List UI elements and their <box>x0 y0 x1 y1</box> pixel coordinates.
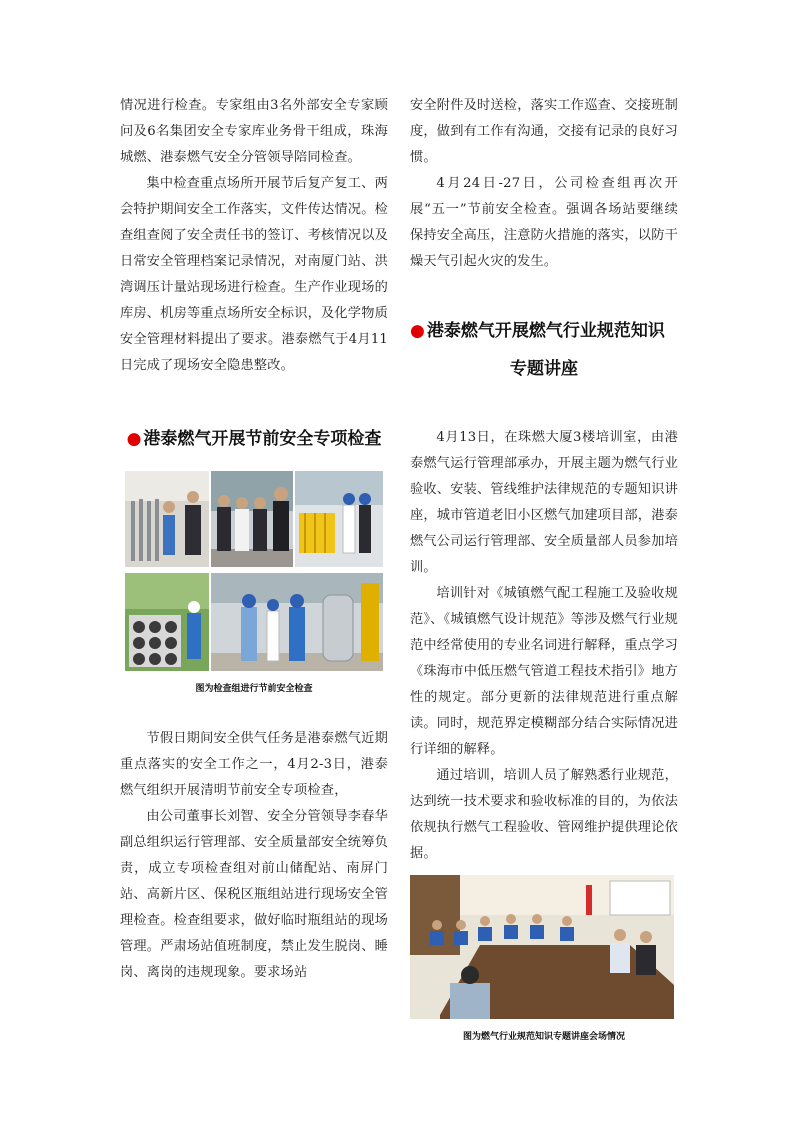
right-section-title <box>410 315 678 385</box>
photo-inspection-station <box>295 471 383 567</box>
right-paragraph-4: 培训针对《城镇燃气配工程施工及验收规范》、《城镇燃气设计规范》等涉及燃气行业规范中经常使用的专业名词进行解释，重点学习《珠海市中低压燃气管道工程技术指引》地方性的规定。部分更新的法律规范进行重点解读。同时，规范界定模糊部分结合实际情况进行详细的解释。 <box>410 586 678 757</box>
right-paragraph-2: 4月24日-27日，公司检查组再次开展“五一”节前安全检查。强调各场站要继续保持安全高压，注意防火措施的落实，以防干燥天气引起火灾的发生。 <box>410 176 678 269</box>
right-paragraph-1: 安全附件及时送检，落实工作巡查、交接班制度，做到有工作有沟通，交接有记录的良好习惯。 <box>410 98 678 165</box>
left-paragraph-4: 由公司董事长刘智、安全分管领导李春华副总组织运行管理部、安全质量部安全统筹负责，成立专项检查组对前山储配站、南屏门站、高新片区、保税区瓶组站进行现场安全管理检查。检查组要求，做好临时瓶组站的现场管理。严肃场站值班制度，禁止发生脱岗、睡岗、离岗的违规现象。要求场站 <box>120 809 388 980</box>
right-paragraph-3: 4月13日，在珠燃大厦3楼培训室，由港泰燃气运行管理部承办，开展主题为燃气行业验收、安装、管线维护法律规范的专题知识讲座，城市管道老旧小区燃气加建项目部，港泰燃气公司运行管理部、安全质量部人员参加培训。 <box>410 430 678 575</box>
left-paragraph-3: 节假日期间安全供气任务是港泰燃气近期重点落实的安全工作之一，4月2-3日，港泰燃气组织开展清明节前安全专项检查， <box>120 731 388 798</box>
photo-inspection-cylinders <box>125 573 209 671</box>
left-paragraph-1: 情况进行检查。专家组由3名外部安全专家顾问及6名集团安全专家库业务骨干组成，珠海城燃、港泰燃气安全分管领导陪同检查。 <box>120 98 388 165</box>
photo-inspection-valves <box>125 471 209 567</box>
inspection-photo-collage <box>125 471 383 671</box>
left-photo-caption: 图为检查组进行节前安全检查 <box>195 684 313 694</box>
left-section-title <box>120 423 388 455</box>
right-column <box>410 93 678 1042</box>
left-paragraph-2: 集中检查重点场所开展节后复产复工、两会特护期间安全工作落实，文件传达情况。检查组查阅了安全责任书的签订、考核情况以及日常安全管理档案记录情况，对南厦门站、洪湾调压计量站现场进行检查。生产作业现场的库房、机房等重点场所安全标识，及化学物质安全管理材料提出了要求。港泰燃气于4月11日完成了现场安全隐患整改。 <box>120 176 388 373</box>
photo-training-lecture <box>410 875 674 1019</box>
right-section-title-line-2: 专题讲座 <box>510 359 578 379</box>
right-section-title-line-1: 港泰燃气开展燃气行业规范知识 <box>426 321 665 341</box>
right-paragraph-5: 通过培训，培训人员了解熟悉行业规范，达到统一技术要求和验收标准的目的，为依法依规执行燃气工程验收、管网维护提供理论依据。 <box>410 768 678 861</box>
photo-inspection-group <box>211 471 293 567</box>
bullet-dot-icon: ● <box>126 429 142 449</box>
left-section-title-text: 港泰燃气开展节前安全专项检查 <box>143 429 382 449</box>
photo-inspection-tanks <box>211 573 383 671</box>
bullet-dot-icon: ● <box>410 321 425 341</box>
left-column <box>120 93 388 986</box>
right-photo-caption: 图为燃气行业规范知识专题讲座会场情况 <box>462 1032 625 1042</box>
